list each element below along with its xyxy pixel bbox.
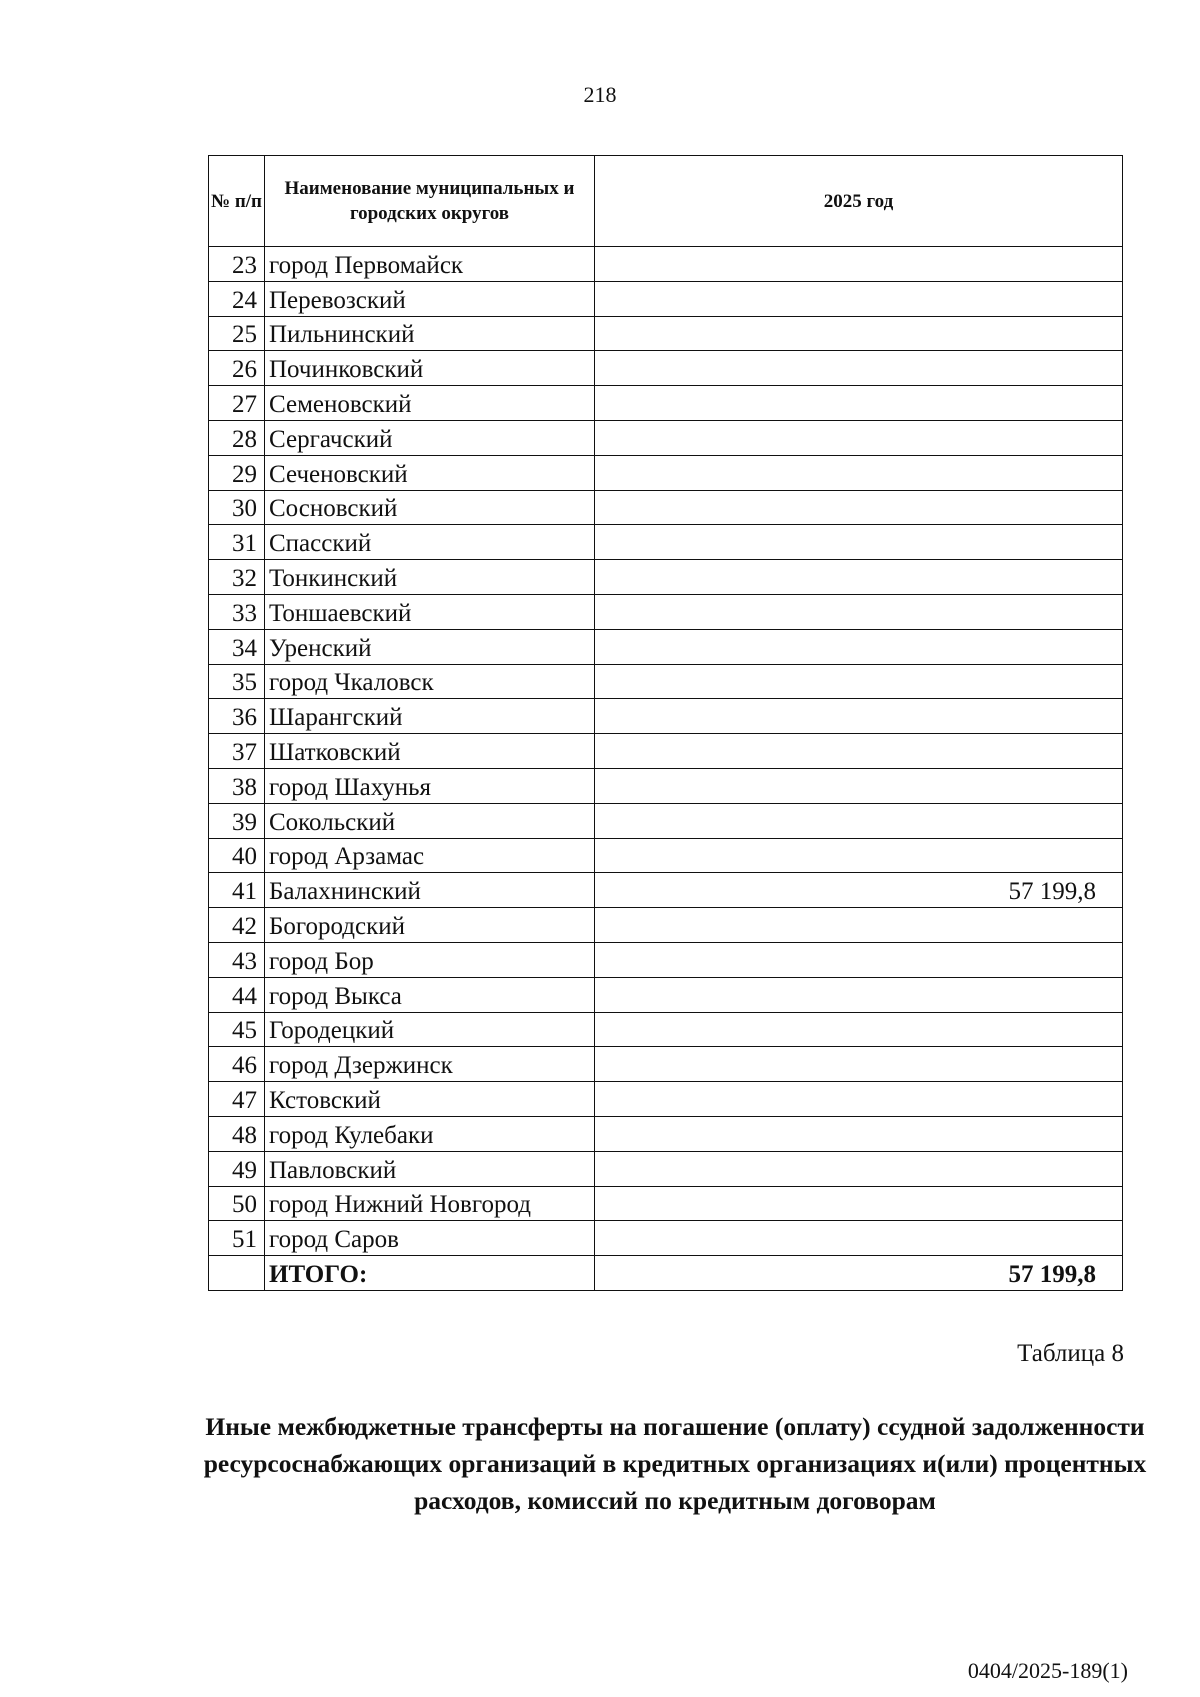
table-row	[209, 873, 1123, 908]
row-number: 47	[209, 1082, 265, 1117]
table-row	[209, 1116, 1123, 1151]
row-name: Шатковский	[265, 734, 595, 769]
header-name: Наименование муниципальных и городских округов	[265, 156, 595, 247]
row-value	[595, 1221, 1123, 1256]
row-name: город Шахунья	[265, 768, 595, 803]
table-row	[209, 1221, 1123, 1256]
row-name: город Выкса	[265, 977, 595, 1012]
row-name: Перевозский	[265, 281, 595, 316]
row-number: 33	[209, 594, 265, 629]
row-value	[595, 734, 1123, 769]
table-row	[209, 1186, 1123, 1221]
row-name: Сокольский	[265, 803, 595, 838]
row-name: Павловский	[265, 1151, 595, 1186]
table-row	[209, 838, 1123, 873]
row-name: Сергачский	[265, 420, 595, 455]
row-number: 36	[209, 699, 265, 734]
table-row	[209, 803, 1123, 838]
page-number: 218	[583, 82, 617, 107]
row-name: Городецкий	[265, 1012, 595, 1047]
table-row	[209, 699, 1123, 734]
row-value	[595, 1082, 1123, 1117]
row-value	[595, 1151, 1123, 1186]
row-value	[595, 1116, 1123, 1151]
table-row	[209, 942, 1123, 977]
row-number: 24	[209, 281, 265, 316]
table-row	[209, 768, 1123, 803]
row-number: 32	[209, 560, 265, 595]
row-number: 45	[209, 1012, 265, 1047]
row-name: город Арзамас	[265, 838, 595, 873]
row-value	[595, 386, 1123, 421]
table-row	[209, 455, 1123, 490]
row-name: Кстовский	[265, 1082, 595, 1117]
row-value	[595, 908, 1123, 943]
table-row	[209, 1047, 1123, 1082]
row-value	[595, 942, 1123, 977]
table-row	[209, 977, 1123, 1012]
row-value: 57 199,8	[595, 873, 1123, 908]
row-number: 26	[209, 351, 265, 386]
row-number: 43	[209, 942, 265, 977]
table-header-row	[209, 156, 1123, 247]
row-number: 23	[209, 247, 265, 282]
row-value	[595, 699, 1123, 734]
table-row	[209, 1082, 1123, 1117]
section-heading: Иные межбюджетные трансферты на погашение (оплату) ссудной задолженности ресурсоснабжающих организаций в кредитных организациях и(или) процентных расходов, комиссий по кредитным договорам	[203, 1412, 1147, 1515]
table-row	[209, 490, 1123, 525]
table-row	[209, 386, 1123, 421]
row-value	[595, 316, 1123, 351]
row-number: 39	[209, 803, 265, 838]
row-name: город Первомайск	[265, 247, 595, 282]
table-row	[209, 420, 1123, 455]
table-body	[209, 247, 1123, 1291]
table-label: Таблица 8	[1017, 1340, 1124, 1367]
row-name: Шарангский	[265, 699, 595, 734]
row-number: 51	[209, 1221, 265, 1256]
row-number: 37	[209, 734, 265, 769]
row-name: город Чкаловск	[265, 664, 595, 699]
row-value	[595, 1186, 1123, 1221]
table-row	[209, 351, 1123, 386]
row-value	[595, 560, 1123, 595]
document-code: 0404/2025-189(1)	[967, 1658, 1128, 1683]
total-number-cell	[209, 1256, 265, 1291]
row-number: 38	[209, 768, 265, 803]
row-name: Балахнинский	[265, 873, 595, 908]
row-name: город Кулебаки	[265, 1116, 595, 1151]
row-number: 50	[209, 1186, 265, 1221]
row-number: 46	[209, 1047, 265, 1082]
table-row	[209, 594, 1123, 629]
row-number: 35	[209, 664, 265, 699]
row-value	[595, 1047, 1123, 1082]
row-name: город Саров	[265, 1221, 595, 1256]
row-name: город Бор	[265, 942, 595, 977]
row-value	[595, 664, 1123, 699]
row-name: Починковский	[265, 351, 595, 386]
header-year: 2025 год	[595, 156, 1123, 247]
row-value	[595, 977, 1123, 1012]
row-value	[595, 247, 1123, 282]
row-number: 31	[209, 525, 265, 560]
table-row	[209, 734, 1123, 769]
row-value	[595, 455, 1123, 490]
row-name: город Нижний Новгород	[265, 1186, 595, 1221]
row-value	[595, 281, 1123, 316]
header-number: № п/п	[209, 156, 265, 247]
row-value	[595, 351, 1123, 386]
table-row	[209, 908, 1123, 943]
row-number: 34	[209, 629, 265, 664]
row-number: 48	[209, 1116, 265, 1151]
row-number: 49	[209, 1151, 265, 1186]
row-value	[595, 629, 1123, 664]
row-name: Тонкинский	[265, 560, 595, 595]
row-name: Тоншаевский	[265, 594, 595, 629]
row-value	[595, 838, 1123, 873]
table-row	[209, 629, 1123, 664]
row-name: Сосновский	[265, 490, 595, 525]
row-name: Богородский	[265, 908, 595, 943]
table-row	[209, 281, 1123, 316]
row-number: 25	[209, 316, 265, 351]
row-name: город Дзержинск	[265, 1047, 595, 1082]
row-name: Спасский	[265, 525, 595, 560]
row-number: 27	[209, 386, 265, 421]
table-row	[209, 247, 1123, 282]
row-number: 44	[209, 977, 265, 1012]
transfers-table	[208, 155, 1123, 1291]
table-row	[209, 1012, 1123, 1047]
row-value	[595, 594, 1123, 629]
row-number: 42	[209, 908, 265, 943]
row-name: Семеновский	[265, 386, 595, 421]
row-value	[595, 768, 1123, 803]
row-value	[595, 490, 1123, 525]
row-value	[595, 525, 1123, 560]
row-value	[595, 803, 1123, 838]
row-name: Сеченовский	[265, 455, 595, 490]
table-row	[209, 316, 1123, 351]
row-number: 40	[209, 838, 265, 873]
total-value: 57 199,8	[595, 1256, 1123, 1291]
total-label: ИТОГО:	[265, 1256, 595, 1291]
row-value	[595, 1012, 1123, 1047]
table-row	[209, 1151, 1123, 1186]
row-number: 41	[209, 873, 265, 908]
total-row	[209, 1256, 1123, 1291]
row-number: 29	[209, 455, 265, 490]
row-number: 30	[209, 490, 265, 525]
row-name: Уренский	[265, 629, 595, 664]
table-row	[209, 664, 1123, 699]
row-name: Пильнинский	[265, 316, 595, 351]
table-row	[209, 525, 1123, 560]
table-row	[209, 560, 1123, 595]
row-number: 28	[209, 420, 265, 455]
row-value	[595, 420, 1123, 455]
